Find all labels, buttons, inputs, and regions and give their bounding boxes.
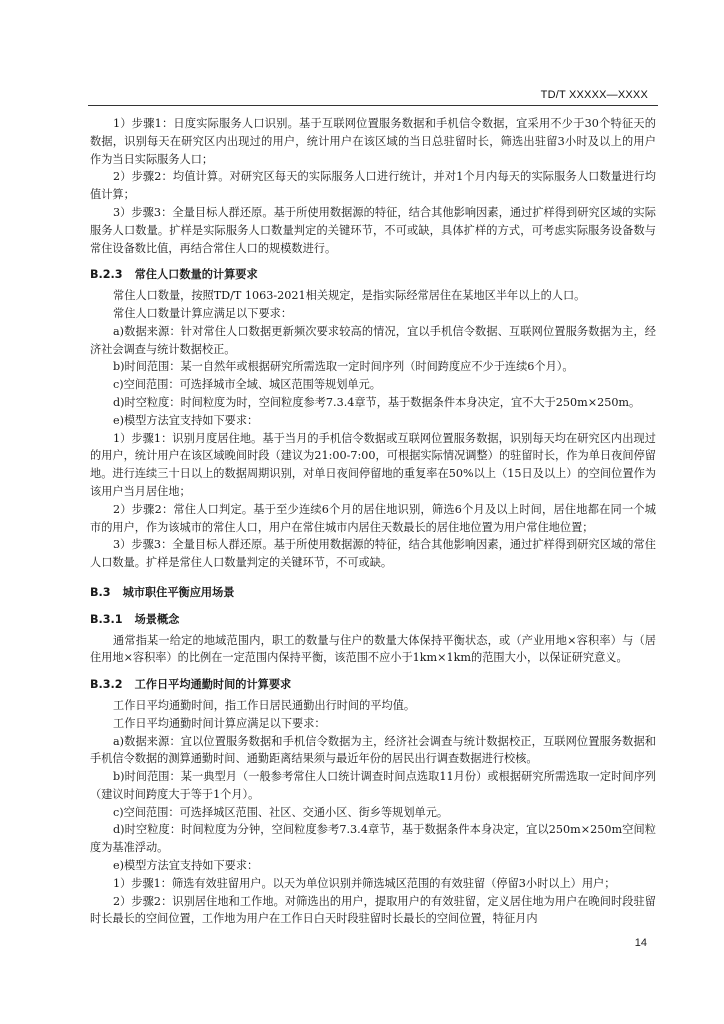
- body-paragraph: 3）步骤3：全量目标人群还原。基于所使用数据源的特征，结合其他影响因素，通过扩样得到研究区域的常住人口数量。扩样是常住人口数量判定的关键环节，不可或缺。: [90, 538, 656, 570]
- heading-number: B.3.1: [90, 612, 123, 626]
- heading-number: B.2.3: [90, 268, 123, 282]
- heading-title: 场景概念: [134, 612, 180, 626]
- body-paragraph: 常住人口数量计算应满足以下要求：: [113, 306, 293, 320]
- body-paragraph: 1）步骤1：识别月度居住地。基于当月的手机信令数据或互联网位置服务数据，识别每天均在研究区内出现过的用户，统计用户在该区域晚间时段（建议为21:00-7:00，可根据实际情况调整）的驻留时长，作为单日夜间停留地。进行连续三十日以上的数据周期识别，对单日夜间停留地的重复率在50%以上（15日及以上）的空间位置作为该用户当月居住地；: [90, 431, 656, 498]
- body-paragraph: 1）步骤1：筛选有效驻留用户。以天为单位识别并筛选城区范围的有效驻留（停留3小时以上）用户；: [113, 876, 616, 890]
- document-body: [90, 115, 656, 928]
- body-paragraph: c)空间范围：可选择城区范围、社区、交通小区、街乡等规划单元。: [113, 805, 449, 819]
- heading-number: B.3.2: [90, 678, 123, 692]
- body-paragraph: 2）步骤2：常住人口判定。基于至少连续6个月的居住地识别，筛选6个月及以上时间，居住地都在同一个城市的用户，作为该城市的常住人口，用户在常住城市内居住天数最长的居住地位置为用户常住地位置；: [90, 502, 656, 534]
- body-paragraph: 工作日平均通勤时间计算应满足以下要求：: [113, 716, 326, 730]
- body-paragraph: 2）步骤2：识别居住地和工作地。对筛选出的用户，提取用户的有效驻留，定义居住地为用户在晚间时段驻留时长最长的空间位置，工作地为用户在工作日白天时段驻留时长最长的空间位置，特征月内: [90, 894, 656, 926]
- body-paragraph: 通常指某一给定的地域范围内，职工的数量与住户的数量大体保持平衡状态，或（产业用地×容积率）与（居住用地×容积率）的比例在一定范围内保持平衡，该范围不应小于1km×1km的范围大小，以保证研究意义。: [90, 633, 656, 665]
- body-paragraph: d)时空粒度：时间粒度为分钟，空间粒度参考7.3.4章节，基于数据条件本身决定，宜以250m×250m空间粒度为基准浮动。: [90, 823, 656, 855]
- heading-number: B.3: [90, 585, 111, 599]
- subsection-heading: [90, 676, 656, 694]
- body-paragraph: c)空间范围：可选择城市全域、城区范围等规划单元。: [113, 378, 381, 392]
- heading-title: 工作日平均通勤时间的计算要求: [134, 678, 292, 692]
- header-divider: [88, 105, 658, 106]
- heading-title: 城市职住平衡应用场景: [122, 585, 235, 599]
- body-paragraph: e)模型方法宜支持如下要求：: [113, 859, 259, 873]
- body-paragraph: a)数据来源：宜以位置服务数据和手机信令数据为主，经济社会调查与统计数据校正，互联网位置服务数据和手机信令数据的测算通勤时间、通勤距离结果须与最近年份的居民出行调查数据进行校核。: [90, 734, 656, 766]
- body-paragraph: 工作日平均通勤时间，指工作日居民通勤出行时间的平均值。: [113, 698, 416, 712]
- body-paragraph: b)时间范围：某一典型月（一般参考常住人口统计调查时间点选取11月份）或根据研究所需选取一定时间序列（建议时间跨度大于等于1个月）。: [90, 770, 656, 801]
- page-number: 14: [634, 937, 647, 949]
- body-paragraph: a)数据来源：针对常住人口数据更新频次要求较高的情况，宜以手机信令数据、互联网位置服务数据为主，经济社会调查与统计数据校正。: [90, 324, 656, 356]
- body-paragraph: d)时空粒度：时间粒度为时，空间粒度参考7.3.4章节，基于数据条件本身决定，宜不大于250m×250m。: [113, 395, 641, 409]
- section-heading: [90, 584, 656, 602]
- body-paragraph: 3）步骤3：全量目标人群还原。基于所使用数据源的特征，结合其他影响因素，通过扩样得到研究区域的实际服务人口数量。扩样是实际服务人口数量判定的关键环节，不可或缺，具体扩样的方式，可考虑实际服务设备数与常住设备数比值，再结合常住人口的规模数进行。: [90, 205, 656, 255]
- body-paragraph: 2）步骤2：均值计算。对研究区每天的实际服务人口进行统计，并对1个月内每天的实际服务人口数量进行均值计算；: [90, 170, 656, 202]
- body-paragraph: e)模型方法宜支持如下要求：: [113, 413, 259, 427]
- subsection-heading: [90, 266, 656, 284]
- body-paragraph: 常住人口数量，按照TD/T 1063-2021相关规定，是指实际经常居住在某地区半年以上的人口。: [113, 289, 586, 303]
- body-paragraph: 1）步骤1：日度实际服务人口识别。基于互联网位置服务数据和手机信令数据，宜采用不少于30个特征天的数据，识别每天在研究区内出现过的用户，统计用户在该区域的当日总驻留时长，筛选出驻留3小时及以上的用户作为当日实际服务人口；: [90, 117, 656, 166]
- heading-title: 常住人口数量的计算要求: [134, 268, 258, 282]
- subsection-heading: [90, 611, 656, 629]
- document-code: TD/T XXXXX—XXXX: [540, 89, 648, 101]
- body-paragraph: b)时间范围：某一自然年或根据研究所需选取一定时间序列（时间跨度应不少于连续6个月）。: [113, 360, 574, 374]
